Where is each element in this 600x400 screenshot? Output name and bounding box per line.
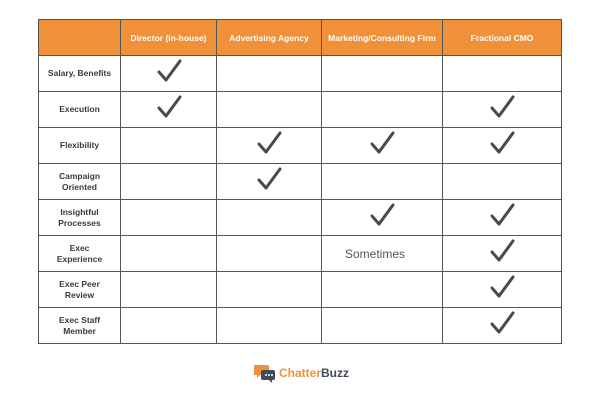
table-cell (121, 164, 217, 200)
header-corner-cell (39, 20, 121, 56)
table-cell (217, 92, 322, 128)
row-label-line: Processes (58, 217, 101, 228)
table-cell (322, 92, 443, 128)
row-label (39, 92, 121, 128)
logo-wordmark-chatter: Chatter (279, 366, 322, 380)
table-cell (121, 92, 217, 128)
row-label-line: Review (64, 289, 95, 300)
row-label-line: Oriented (62, 181, 97, 192)
column-header-advertising-agency: Advertising Agency (217, 20, 322, 56)
table-cell (443, 308, 562, 344)
row-label-line: Member (63, 325, 96, 336)
table-cell (322, 200, 443, 236)
table-cell (443, 200, 562, 236)
table-cell (443, 56, 562, 92)
cell-text: Sometimes (344, 246, 406, 261)
table-row (39, 236, 562, 272)
column-header-fractional-cmo: Fractional CMO (443, 20, 562, 56)
row-label (39, 272, 121, 308)
table-body (39, 56, 562, 344)
row-label (39, 128, 121, 164)
row-label-line: Campaign (58, 170, 101, 181)
column-header-marketing-consulting-firm: Marketing/Consulting Firm (322, 20, 443, 56)
table-cell (322, 308, 443, 344)
chatterbuzz-logo (254, 360, 349, 386)
logo-wordmark-buzz: Buzz (321, 366, 350, 380)
table-cell (121, 236, 217, 272)
table-cell (121, 200, 217, 236)
checkmark-icon (489, 130, 515, 156)
row-label (39, 200, 121, 236)
table-cell (217, 200, 322, 236)
table-cell (217, 272, 322, 308)
table-cell (217, 128, 322, 164)
table-cell (443, 272, 562, 308)
checkmark-icon (489, 238, 515, 264)
table-header (39, 20, 562, 56)
logo-wordmark (279, 366, 349, 380)
chat-bubbles-logo-icon (254, 362, 276, 384)
comparison-table (38, 19, 562, 344)
table-row (39, 128, 562, 164)
table-cell (443, 164, 562, 200)
column-header-director: Director (in-house) (121, 20, 217, 56)
row-label-line: Exec Staff (58, 314, 101, 325)
checkmark-icon (256, 130, 282, 156)
table-cell (322, 164, 443, 200)
checkmark-icon (256, 166, 282, 192)
table-row (39, 92, 562, 128)
row-label (39, 164, 121, 200)
checkmark-icon (369, 130, 395, 156)
table-cell (443, 92, 562, 128)
row-label-line: Execution (59, 104, 100, 114)
row-label-line: Exec (69, 242, 90, 253)
table-cell (217, 236, 322, 272)
table-cell (121, 308, 217, 344)
table-cell (443, 128, 562, 164)
checkmark-icon (489, 310, 515, 336)
table-cell (121, 56, 217, 92)
table-cell (121, 128, 217, 164)
checkmark-icon (369, 202, 395, 228)
table-row (39, 56, 562, 92)
checkmark-icon (489, 94, 515, 120)
table-row (39, 164, 562, 200)
table-cell (322, 236, 443, 272)
row-label-line: Exec Peer (59, 278, 100, 289)
row-label (39, 56, 121, 92)
row-label (39, 308, 121, 344)
checkmark-icon (489, 202, 515, 228)
table-row (39, 272, 562, 308)
row-label-line: Flexibility (59, 140, 100, 150)
table-row (39, 200, 562, 236)
table-row (39, 308, 562, 344)
table-cell (322, 56, 443, 92)
checkmark-icon (489, 274, 515, 300)
row-label-line: Insightful (60, 206, 99, 217)
table-cell (443, 236, 562, 272)
table-cell (217, 56, 322, 92)
table-cell (217, 164, 322, 200)
row-label-line: Experience (56, 253, 103, 264)
checkmark-icon (156, 94, 182, 120)
row-label (39, 236, 121, 272)
header-row (39, 20, 562, 56)
row-label-line: Salary, Benefits (47, 68, 112, 78)
table-cell (322, 128, 443, 164)
table-cell (217, 308, 322, 344)
checkmark-icon (156, 58, 182, 84)
table-cell (121, 272, 217, 308)
table-cell (322, 272, 443, 308)
